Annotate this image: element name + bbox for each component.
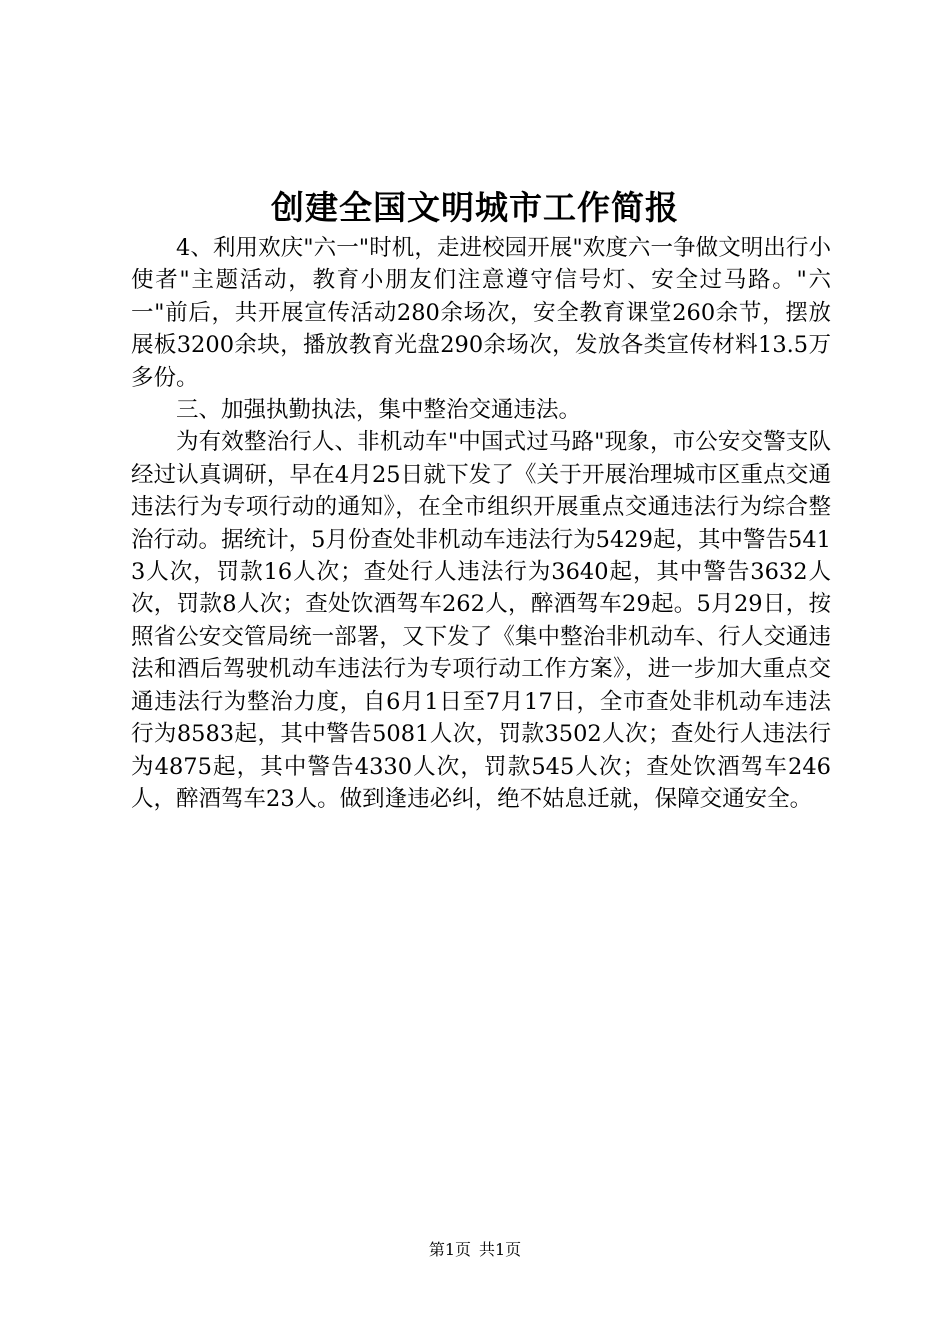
paragraph-2: 为有效整治行人、非机动车"中国式过马路"现象，市公安交警支队经过认真调研，早在4月25日就下发了《关于开展治理城市区重点交通违法行为专项行动的通知》，在全市组织开展重点交通违法行为综合整治行动。据统计，5月份查处非机动车违法行为5429起，其中警告5413人次，罚款16人次；查处行人违法行为3640起，其中警告3632人次，罚款8人次；查处饮酒驾车262人，醉酒驾车29起。5月29日，按照省公安交管局统一部署，又下发了《集中整治非机动车、行人交通违法和酒后驾驶机动车违法行为专项行动工作方案》，进一步加大重点交通违法行为整治力度，自6月1日至7月17日，全市查处非机动车违法行为8583起，其中警告5081人次，罚款3502人次；查处行人违法行为4875起，其中警告4330人次，罚款545人次；查处饮酒驾车246人，醉酒驾车23人。做到逢违必纠，绝不姑息迁就，保障交通安全。 xyxy=(131,429,831,812)
page-number: 第1页 xyxy=(428,1240,471,1259)
page-total: 共1页 xyxy=(479,1240,522,1259)
page-footer xyxy=(0,1239,950,1261)
paragraph-1: 4、利用欢庆"六一"时机，走进校园开展"欢度六一争做文明出行小使者"主题活动，教育小朋友们注意遵守信号灯、安全过马路。"六一"前后，共开展宣传活动280余场次，安全教育课堂260余节，摆放展板3200余块，播放教育光盘290余场次，发放各类宣传材料13.5万多份。 xyxy=(131,235,831,391)
section-heading: 三、加强执勤执法，集中整治交通违法。 xyxy=(176,397,582,424)
page-title: 创建全国文明城市工作简报 xyxy=(271,188,679,227)
document-body xyxy=(131,232,831,815)
